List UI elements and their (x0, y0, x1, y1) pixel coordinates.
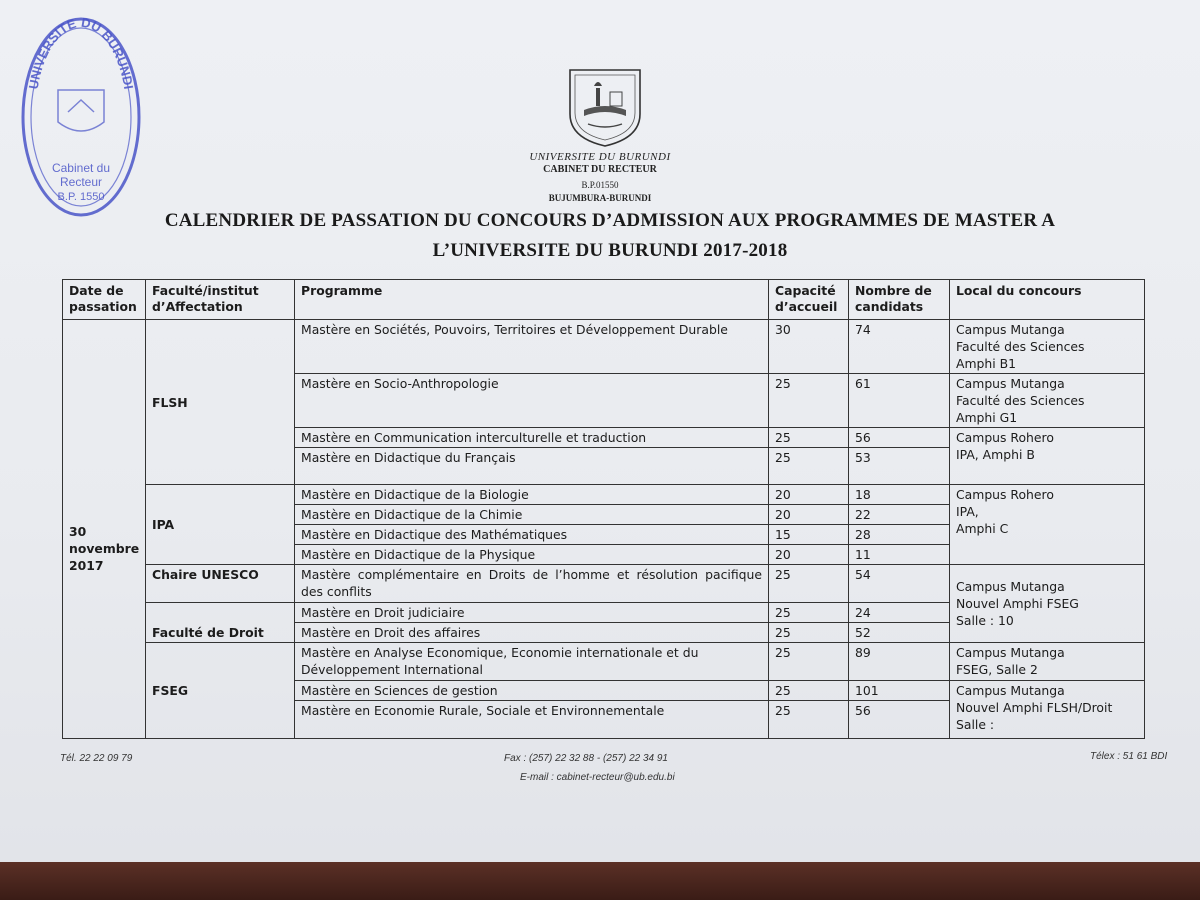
capacity-cell: 25 (769, 701, 849, 739)
location-cell: Campus Mutanga Faculté des Sciences Amphi B1 (950, 320, 1145, 374)
location-cell: Campus Mutanga FSEG, Salle 2 (950, 643, 1145, 681)
desk-surface (0, 862, 1200, 900)
col-header-capacity: Capacité d’accueil (769, 280, 849, 320)
candidates-cell: 101 (849, 681, 950, 701)
stamp-line2: Recteur (59, 175, 103, 189)
header-bp: B.P.01550 (581, 180, 619, 190)
document-title-line2: L’UNIVERSITE DU BURUNDI 2017-2018 (432, 240, 788, 261)
footer-telephone: Tél. 22 22 09 79 (60, 753, 133, 764)
program-cell: Mastère complémentaire en Droits de l’homme et résolution pacifique des conflits (295, 565, 769, 603)
candidates-cell: 56 (849, 701, 950, 739)
capacity-cell: 25 (769, 623, 849, 643)
program-cell: Mastère en Analyse Economique, Economie internationale et du Développement International (295, 643, 769, 681)
program-cell: Mastère en Didactique des Mathématiques (295, 525, 769, 545)
candidates-cell: 24 (849, 603, 950, 623)
capacity-cell: 30 (769, 320, 849, 374)
location-cell: Campus Rohero IPA, Amphi B (950, 428, 1145, 485)
location-cell: Campus Mutanga Nouvel Amphi FLSH/Droit Salle : (950, 681, 1145, 739)
capacity-cell: 25 (769, 428, 849, 448)
capacity-cell: 25 (769, 565, 849, 603)
table-row (63, 565, 1145, 603)
faculty-droit: Faculté de Droit (146, 603, 295, 643)
schedule-table (62, 279, 1145, 739)
program-cell: Mastère en Didactique de la Chimie (295, 505, 769, 525)
col-header-faculty: Faculté/institut d’Affectation (146, 280, 295, 320)
footer-fax: Fax : (257) 22 32 88 - (257) 22 34 91 (504, 753, 668, 764)
candidates-cell: 61 (849, 374, 950, 428)
location-cell: Campus Mutanga Faculté des Sciences Amphi G1 (950, 374, 1145, 428)
program-cell: Mastère en Droit judiciaire (295, 603, 769, 623)
program-cell: Mastère en Didactique de la Biologie (295, 485, 769, 505)
capacity-cell: 20 (769, 545, 849, 565)
program-cell: Mastère en Didactique du Français (295, 448, 769, 485)
col-header-location: Local du concours (950, 280, 1145, 320)
stamp-ring-text: UNIVERSITE DU BURUNDI (25, 14, 137, 91)
table-row (63, 643, 1145, 681)
exam-date-cell: 30 novembre 2017 (63, 320, 146, 739)
footer-telex: Télex : 51 61 BDI (1090, 751, 1168, 762)
faculty-fseg: FSEG (146, 643, 295, 739)
candidates-cell: 89 (849, 643, 950, 681)
candidates-cell: 52 (849, 623, 950, 643)
capacity-cell: 25 (769, 603, 849, 623)
candidates-cell: 74 (849, 320, 950, 374)
program-cell: Mastère en Sociétés, Pouvoirs, Territoires et Développement Durable (295, 320, 769, 374)
table-row (63, 485, 1145, 505)
program-cell: Mastère en Communication interculturelle et traduction (295, 428, 769, 448)
capacity-cell: 25 (769, 643, 849, 681)
program-cell: Mastère en Socio-Anthropologie (295, 374, 769, 428)
capacity-cell: 20 (769, 485, 849, 505)
location-cell: Campus Mutanga Nouvel Amphi FSEG Salle : 10 (950, 565, 1145, 643)
candidates-cell: 22 (849, 505, 950, 525)
capacity-cell: 25 (769, 448, 849, 485)
col-header-date: Date de passation (63, 280, 146, 320)
stamp-line3: B.P. 1550 (57, 191, 105, 203)
candidates-cell: 53 (849, 448, 950, 485)
footer-email: E-mail : cabinet-recteur@ub.edu.bi (520, 772, 675, 783)
program-cell: Mastère en Didactique de la Physique (295, 545, 769, 565)
capacity-cell: 25 (769, 681, 849, 701)
program-cell: Mastère en Droit des affaires (295, 623, 769, 643)
svg-text:UNIVERSITE DU BURUNDI (26, 15, 137, 91)
candidates-cell: 56 (849, 428, 950, 448)
location-cell: Campus Rohero IPA, Amphi C (950, 485, 1145, 565)
header-cabinet: CABINET DU RECTEUR (543, 164, 657, 175)
faculty-unesco: Chaire UNESCO (146, 565, 295, 603)
program-cell: Mastère en Economie Rurale, Sociale et Environnementale (295, 701, 769, 739)
university-stamp-icon (18, 12, 144, 222)
faculty-flsh: FLSH (146, 320, 295, 485)
table-header-row (63, 280, 1145, 320)
table-row (63, 320, 1145, 374)
col-header-program: Programme (295, 280, 769, 320)
stamp-line1: Cabinet du (51, 161, 111, 175)
col-header-candidates: Nombre de candidats (849, 280, 950, 320)
document-title-line1: CALENDRIER DE PASSATION DU CONCOURS D’ADMISSION AUX PROGRAMMES DE MASTER A (164, 210, 1056, 231)
candidates-cell: 28 (849, 525, 950, 545)
faculty-ipa: IPA (146, 485, 295, 565)
program-cell: Mastère en Sciences de gestion (295, 681, 769, 701)
capacity-cell: 25 (769, 374, 849, 428)
capacity-cell: 15 (769, 525, 849, 545)
university-crest-icon (566, 66, 644, 148)
header-university: UNIVERSITE DU BURUNDI (529, 151, 671, 163)
candidates-cell: 18 (849, 485, 950, 505)
candidates-cell: 11 (849, 545, 950, 565)
capacity-cell: 20 (769, 505, 849, 525)
header-city: BUJUMBURA-BURUNDI (548, 193, 652, 203)
candidates-cell: 54 (849, 565, 950, 603)
